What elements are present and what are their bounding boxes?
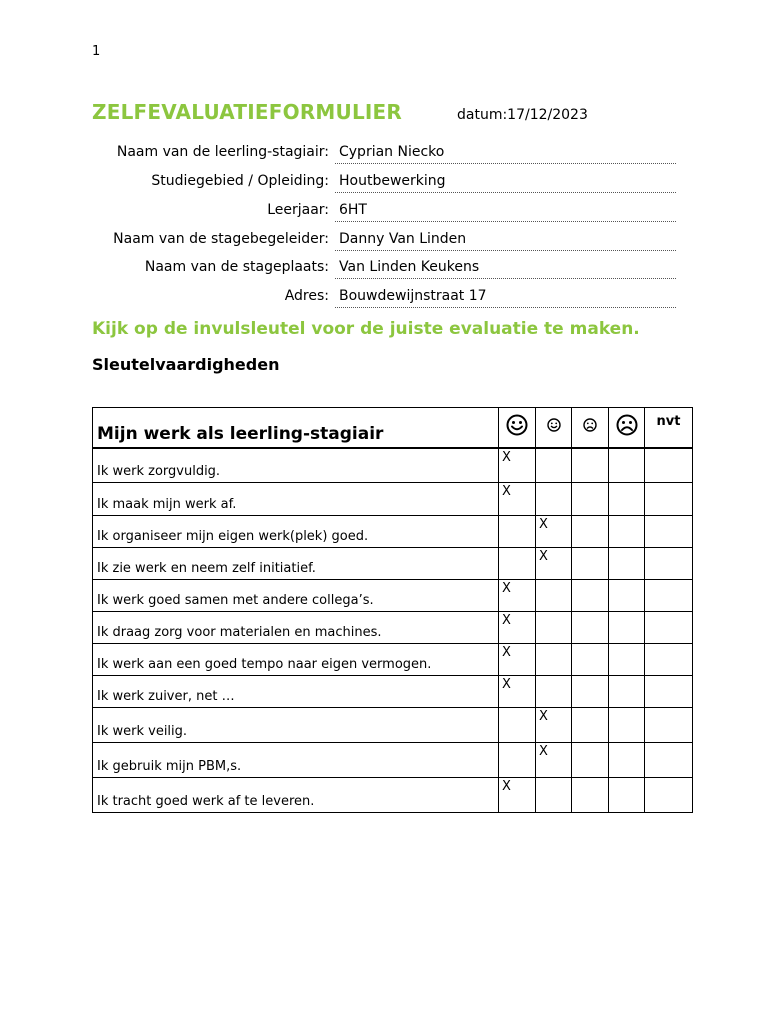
smile-icon: [547, 421, 561, 436]
rating-cell[interactable]: [572, 516, 609, 548]
row-statement: Ik organiseer mijn eigen werk(plek) goed.: [93, 516, 499, 548]
field-supervisor: [0, 231, 768, 251]
form-date: datum:17/12/2023: [457, 107, 588, 123]
table-row: [93, 448, 693, 483]
rating-cell[interactable]: [499, 483, 536, 516]
rating-cell[interactable]: [645, 612, 693, 644]
column-nvt: nvt: [645, 408, 693, 448]
rating-cell[interactable]: [645, 483, 693, 516]
table-row: [93, 778, 693, 813]
rating-cell[interactable]: [536, 676, 572, 708]
rating-cell[interactable]: [645, 548, 693, 580]
column-very-poor: [609, 408, 645, 448]
field-address: [0, 288, 768, 308]
rating-cell[interactable]: [536, 516, 572, 548]
rating-cell[interactable]: [645, 448, 693, 483]
field-study-area: [0, 173, 768, 193]
check-mark: X: [502, 484, 511, 499]
field-label: Adres:: [284, 288, 329, 304]
field-label: Naam van de stagebegeleider:: [113, 231, 329, 247]
table-row: [93, 483, 693, 516]
big-smile-icon: [506, 425, 528, 440]
rating-cell[interactable]: [536, 612, 572, 644]
rating-cell[interactable]: [609, 676, 645, 708]
rating-cell[interactable]: [499, 708, 536, 743]
check-mark: X: [539, 517, 548, 532]
rating-cell[interactable]: [572, 448, 609, 483]
grade-field[interactable]: 6HT: [335, 202, 676, 222]
rating-cell[interactable]: [609, 644, 645, 676]
field-label: Naam van de leerling-stagiair:: [116, 144, 329, 160]
row-statement: Ik gebruik mijn PBM,s.: [93, 743, 499, 778]
column-good: [536, 408, 572, 448]
rating-cell[interactable]: [572, 708, 609, 743]
rating-cell[interactable]: [609, 743, 645, 778]
internship-place-field[interactable]: Van Linden Keukens: [335, 259, 676, 279]
frown-icon: [583, 421, 597, 436]
rating-cell[interactable]: [609, 778, 645, 813]
field-label: Studiegebied / Opleiding:: [151, 173, 329, 189]
table-header-row: [93, 408, 693, 448]
rating-cell[interactable]: [645, 743, 693, 778]
check-mark: X: [539, 549, 548, 564]
rating-cell[interactable]: [536, 743, 572, 778]
rating-cell[interactable]: [645, 676, 693, 708]
row-statement: Ik tracht goed werk af te leveren.: [93, 778, 499, 813]
row-statement: Ik werk goed samen met andere collega’s.: [93, 580, 499, 612]
rating-cell[interactable]: [536, 580, 572, 612]
rating-cell[interactable]: [572, 644, 609, 676]
table-row: [93, 708, 693, 743]
rating-cell[interactable]: [499, 644, 536, 676]
field-student-name: [0, 144, 768, 164]
field-label: Naam van de stageplaats:: [144, 259, 329, 275]
evaluation-rows: [93, 448, 693, 813]
rating-cell[interactable]: [645, 580, 693, 612]
rating-cell[interactable]: [609, 612, 645, 644]
rating-cell[interactable]: [536, 548, 572, 580]
study-area-field[interactable]: Houtbewerking: [335, 173, 676, 193]
field-label: Leerjaar:: [267, 202, 329, 218]
student-name-field[interactable]: Cyprian Niecko: [335, 144, 676, 164]
row-statement: Ik draag zorg voor materialen en machines.: [93, 612, 499, 644]
rating-cell[interactable]: [499, 448, 536, 483]
rating-cell[interactable]: [645, 644, 693, 676]
rating-cell[interactable]: [499, 676, 536, 708]
column-poor: [572, 408, 609, 448]
check-mark: X: [539, 744, 548, 759]
rating-cell[interactable]: [536, 483, 572, 516]
table-row: [93, 612, 693, 644]
rating-cell[interactable]: [609, 448, 645, 483]
rating-cell[interactable]: [536, 778, 572, 813]
rating-cell[interactable]: [536, 644, 572, 676]
column-very-good: [499, 408, 536, 448]
rating-cell[interactable]: [499, 580, 536, 612]
section-title: Sleutelvaardigheden: [92, 355, 280, 374]
rating-cell[interactable]: [536, 708, 572, 743]
rating-cell[interactable]: [609, 548, 645, 580]
table-row: [93, 548, 693, 580]
row-statement: Ik werk zorgvuldig.: [93, 448, 499, 483]
check-mark: X: [502, 677, 511, 692]
table-row: [93, 516, 693, 548]
row-statement: Ik werk veilig.: [93, 708, 499, 743]
rating-cell[interactable]: [645, 516, 693, 548]
rating-cell[interactable]: [572, 612, 609, 644]
rating-cell[interactable]: [645, 778, 693, 813]
rating-cell[interactable]: [499, 778, 536, 813]
evaluation-table: [92, 407, 693, 813]
field-grade: [0, 202, 768, 222]
check-mark: X: [502, 613, 511, 628]
rating-cell[interactable]: [572, 778, 609, 813]
table-header-title: Mijn werk als leerling-stagiair: [93, 408, 499, 448]
table-row: [93, 676, 693, 708]
supervisor-field[interactable]: Danny Van Linden: [335, 231, 676, 251]
field-internship-place: [0, 259, 768, 279]
rating-cell[interactable]: [645, 708, 693, 743]
page-number: 1: [92, 44, 101, 59]
rating-cell[interactable]: [609, 516, 645, 548]
rating-cell[interactable]: [572, 580, 609, 612]
row-statement: Ik werk aan een goed tempo naar eigen vermogen.: [93, 644, 499, 676]
rating-cell[interactable]: [609, 580, 645, 612]
big-frown-icon: [616, 425, 638, 440]
rating-cell[interactable]: [536, 448, 572, 483]
table-row: [93, 743, 693, 778]
table-row: [93, 644, 693, 676]
rating-cell[interactable]: [572, 743, 609, 778]
rating-cell[interactable]: [609, 708, 645, 743]
table-row: [93, 580, 693, 612]
row-statement: Ik maak mijn werk af.: [93, 483, 499, 516]
rating-cell[interactable]: [609, 483, 645, 516]
rating-cell[interactable]: [499, 612, 536, 644]
rating-cell[interactable]: [499, 548, 536, 580]
check-mark: X: [539, 709, 548, 724]
rating-cell[interactable]: [572, 676, 609, 708]
rating-cell[interactable]: [499, 743, 536, 778]
form-title: ZELFEVALUATIEFORMULIER: [92, 100, 403, 124]
check-mark: X: [502, 645, 511, 660]
instruction-hint: Kijk op de invulsleutel voor de juiste evaluatie te maken.: [92, 319, 640, 339]
rating-cell[interactable]: [499, 516, 536, 548]
rating-cell[interactable]: [572, 548, 609, 580]
rating-cell[interactable]: [572, 483, 609, 516]
row-statement: Ik zie werk en neem zelf initiatief.: [93, 548, 499, 580]
check-mark: X: [502, 581, 511, 596]
check-mark: X: [502, 779, 511, 794]
row-statement: Ik werk zuiver, net …: [93, 676, 499, 708]
check-mark: X: [502, 449, 511, 465]
address-field[interactable]: Bouwdewijnstraat 17: [335, 288, 676, 308]
